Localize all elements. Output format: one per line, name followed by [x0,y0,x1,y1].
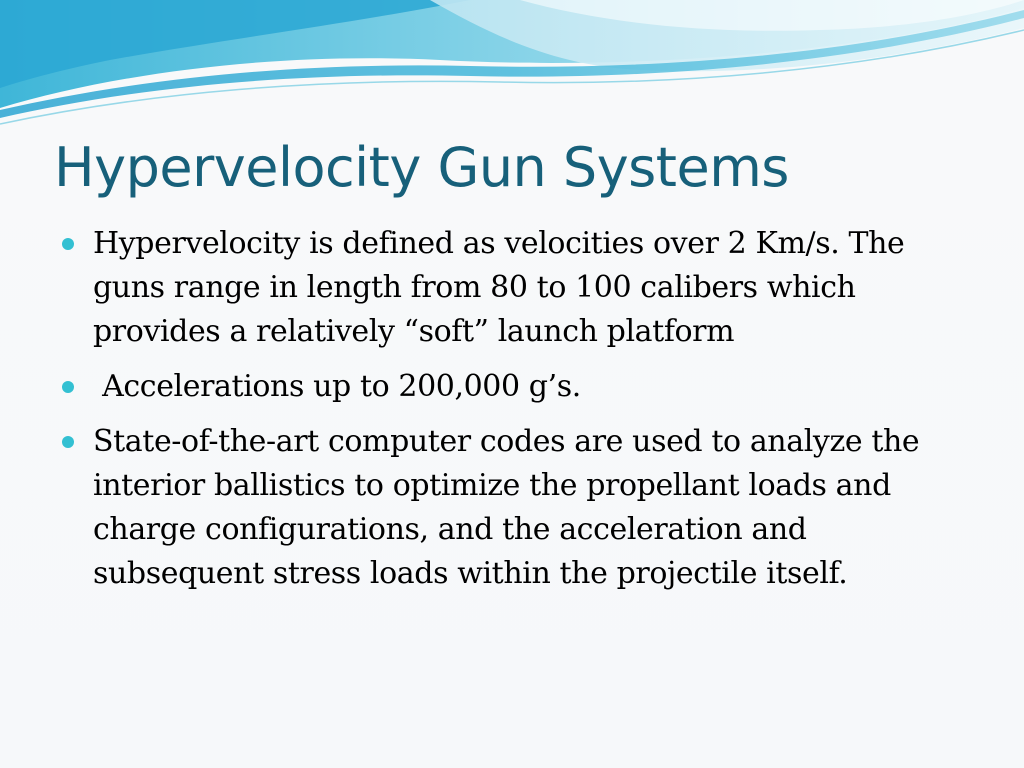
bullet-text: Accelerations up to 200,000 g’s. [93,369,581,404]
bullet-text: Hypervelocity is defined as velocities over 2 Km/s. The guns range in length from 80 to 100 calibers which provides a relatively “soft” launch platform [93,226,905,349]
bullet-item [60,365,970,409]
bullet-item [60,420,970,596]
bullet-text: State-of-the-art computer codes are used to analyze the interior ballistics to optimize the propellant loads and charge configurations, and the acceleration and subsequent stress loads within the projectile itself. [93,424,920,591]
bullet-dot-icon [62,381,74,393]
bullet-dot-icon [62,436,74,448]
header-wave-decoration [0,0,1024,130]
bullet-list [60,222,970,607]
bullet-item [60,222,970,354]
bullet-dot-icon [62,238,74,250]
slide-title: Hypervelocity Gun Systems [54,136,789,199]
